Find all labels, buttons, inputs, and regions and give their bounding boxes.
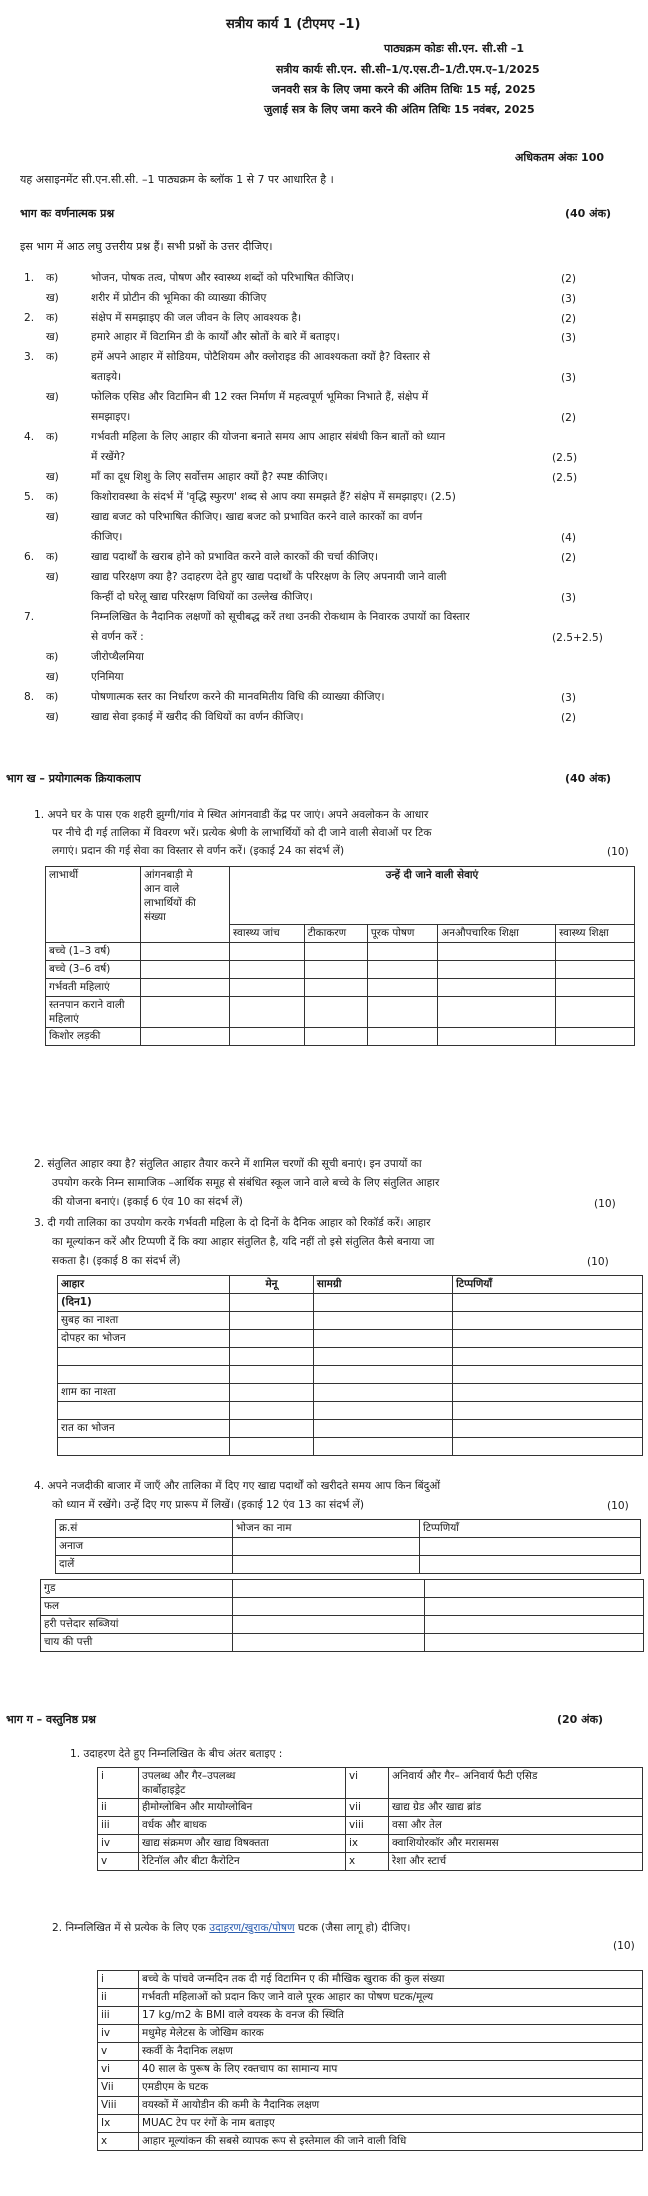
item-text: 17 kg/m2 के BMI वाले वयस्क के वनज की स्थिति <box>139 2007 643 2025</box>
empty-cell <box>313 1438 452 1456</box>
a-q-marks: (2.5+2.5) <box>552 632 603 644</box>
item-text: गर्भवती महिलाओं को प्रदान किए जाने वाले पूरक आहार का पोषण घटक/मूल्य <box>139 1989 643 2007</box>
empty-cell <box>453 1384 643 1402</box>
item-text: आहार मूल्यांकन की सबसे व्यापक रूप से इस्तेमाल की जाने वाली विधि <box>139 2133 643 2151</box>
b-q3-line-1: 3. दी गयी तालिका का उपयोग करके गर्भवती महिला के दो दिनों के दैनिक आहार को रिकॉर्ड करें। आहार <box>34 1217 431 1229</box>
roman-number: x <box>346 1853 389 1871</box>
a-q-number: 5. <box>24 491 35 503</box>
roman-number: viii <box>346 1817 389 1835</box>
a-q-text: से वर्णन करें : <box>91 631 144 643</box>
food-label: हरी पत्तेदार सब्जियां <box>41 1616 233 1634</box>
a-q-text: हमारे आहार में विटामिन डी के कार्यों और स्रोतों के बारे में बताइए। <box>91 331 340 343</box>
pair-left-text: रेटिनॉल और बीटा कैरोटिन <box>142 1855 240 1867</box>
diet-record-table <box>57 1275 643 1456</box>
roman-number: i <box>98 1971 139 1989</box>
empty-cell <box>556 961 635 979</box>
section-a-marks: (40 अंक) <box>565 207 612 220</box>
table-row <box>58 1294 643 1312</box>
pair-left <box>139 1799 346 1817</box>
empty-cell <box>453 1294 643 1312</box>
a-q-text: फोलिक एसिड और विटामिन बी 12 रक्त निर्माण में महत्वपूर्ण भूमिका निभाते हैं, संक्षेप में <box>91 391 429 403</box>
meal-label: (दिन1) <box>58 1294 230 1312</box>
empty-cell <box>230 1330 314 1348</box>
pair-right: खाद्य ग्रेड और खाद्य ब्रांड <box>389 1799 643 1817</box>
anganwadi-services-table <box>45 866 635 1046</box>
food-purchase-table-b <box>40 1579 644 1652</box>
empty-cell <box>141 943 230 961</box>
table-row <box>58 1420 643 1438</box>
a-q-marks: (2.5) <box>552 472 578 484</box>
january-deadline: जनवरी सत्र के लिए जमा करने की अंतिम तिथिः 15 मई, 2025 <box>272 83 536 96</box>
table-row <box>58 1330 643 1348</box>
table-row <box>98 1853 643 1871</box>
section-b-title: भाग ख – प्रयोगात्मक क्रियाकलाप <box>6 772 141 785</box>
table-row <box>46 943 635 961</box>
empty-cell <box>141 961 230 979</box>
a-q-sub-label: ख) <box>46 292 59 304</box>
empty-cell <box>367 979 437 997</box>
a-q-sub-label: ख) <box>46 671 59 683</box>
pair-left <box>139 1853 346 1871</box>
food-label: अनाज <box>56 1538 233 1556</box>
section-a-title: भाग कः वर्णनात्मक प्रश्न <box>20 207 115 220</box>
empty-cell <box>230 1438 314 1456</box>
table-row <box>41 1598 644 1616</box>
empty-cell <box>438 979 556 997</box>
pair-right: क्वाशियोरकॉर और मरासमस <box>389 1835 643 1853</box>
a-q-text: खाद्य परिरक्षण क्या है? उदाहरण देते हुए खाद्य पदार्थों के परिरक्षण के लिए अपनायी जाने वाली <box>91 571 447 583</box>
a-q-marks: (3) <box>561 692 577 704</box>
table-row <box>98 1989 643 2007</box>
roman-number: i <box>98 1768 139 1799</box>
roman-number: vi <box>98 2061 139 2079</box>
item-text: मधुमेह मेलेटस के जोखिम कारक <box>139 2025 643 2043</box>
pair-left-text: खाद्य संक्रमण और खाद्य विषक्तता <box>142 1837 269 1849</box>
diet-header: टिप्पणियाँ <box>453 1276 643 1294</box>
empty-cell <box>304 961 367 979</box>
a-q-sub-label: ख) <box>46 331 59 343</box>
a-q-text: बताइये। <box>91 371 122 383</box>
table-row <box>41 1634 644 1652</box>
food-label: गुड <box>41 1580 233 1598</box>
purchase-header: भोजन का नाम <box>233 1520 420 1538</box>
roman-number: iii <box>98 2007 139 2025</box>
empty-cell <box>313 1330 452 1348</box>
table-row <box>58 1402 643 1420</box>
a-q-sub-label: ख) <box>46 471 59 483</box>
table-row <box>46 1028 635 1046</box>
table-row <box>98 1971 643 1989</box>
empty-cell <box>230 961 305 979</box>
empty-cell <box>438 1028 556 1046</box>
page-title: सत्रीय कार्य 1 (टीएमए –1) <box>226 17 361 32</box>
a-q-number: 8. <box>24 691 35 703</box>
examples-table <box>97 1970 643 2151</box>
intro-text: यह असाइनमेंट सी.एन.सी.सी. –1 पाठ्यक्रम के ब्लॉक 1 से 7 पर आधारित है । <box>20 173 334 186</box>
roman-number: iii <box>98 1817 139 1835</box>
a-q-sub-label: क) <box>46 651 59 663</box>
a-q-marks: (2) <box>561 313 577 325</box>
table-row <box>98 1768 643 1799</box>
empty-cell <box>233 1580 425 1598</box>
a-q-text: एनिमिया <box>91 671 124 683</box>
empty-cell <box>230 943 305 961</box>
section-b-marks: (40 अंक) <box>565 772 612 785</box>
a-q-sub-label: क) <box>46 491 59 503</box>
pair-left <box>139 1817 346 1835</box>
table-row <box>41 1616 644 1634</box>
differences-table <box>97 1767 643 1871</box>
roman-number: vi <box>346 1768 389 1799</box>
food-label: चाय की पत्ती <box>41 1634 233 1652</box>
empty-cell <box>425 1616 644 1634</box>
a-q-sub-label: ख) <box>46 711 59 723</box>
roman-number: x <box>98 2133 139 2151</box>
empty-cell <box>304 979 367 997</box>
section-c-title: भाग ग – वस्तुनिष्ठ प्रश्न <box>6 1713 96 1726</box>
empty-cell <box>230 1402 314 1420</box>
empty-cell <box>425 1634 644 1652</box>
a-q-marks: (2) <box>561 273 577 285</box>
table-row <box>98 2079 643 2097</box>
roman-number: Vii <box>98 2079 139 2097</box>
table-row <box>58 1348 643 1366</box>
pair-right: वसा और तेल <box>389 1817 643 1835</box>
roman-number: vii <box>346 1799 389 1817</box>
pair-left <box>139 1835 346 1853</box>
table-row <box>58 1384 643 1402</box>
empty-cell <box>141 1028 230 1046</box>
a-q-marks: (2) <box>561 712 577 724</box>
b-q3-line-3: सकता है। (इकाई 8 का संदर्भ लें) <box>52 1255 181 1267</box>
empty-cell <box>556 1028 635 1046</box>
a-q-sub-label: क) <box>46 691 59 703</box>
empty-cell <box>313 1384 452 1402</box>
service-header: स्वास्थ्य शिक्षा <box>556 925 635 943</box>
empty-cell <box>367 1028 437 1046</box>
a-q-marks: (2) <box>561 412 577 424</box>
a-q-number: 2. <box>24 312 35 324</box>
b-q3-marks: (10) <box>587 1256 609 1268</box>
a-q-sub-label: क) <box>46 431 59 443</box>
empty-cell <box>438 997 556 1028</box>
empty-cell <box>313 1402 452 1420</box>
a-q-marks: (3) <box>561 372 577 384</box>
table-row <box>98 1817 643 1835</box>
a-q-marks: (3) <box>561 332 577 344</box>
b-q1-line-2: पर नीचे दी गई तालिका में विवरण भरें। प्रत्येक श्रेणी के लाभार्थियों को दी जाने वाली सेवाओं पर टिक <box>52 827 432 839</box>
empty-cell <box>233 1538 420 1556</box>
empty-cell <box>233 1616 425 1634</box>
empty-cell <box>367 961 437 979</box>
b-q2-marks: (10) <box>594 1198 616 1210</box>
b-q2-line-2: उपयोग करके निम्न सामाजिक –आर्थिक समूह से संबंधित स्कूल जाने वाले बच्चे के लिए संतुलित आहार <box>52 1177 440 1189</box>
a-q-text: पोषणात्मक स्तर का निर्धारण करने की मानवमितीय विधि की व्याख्या कीजिए। <box>91 691 385 703</box>
empty-cell <box>453 1438 643 1456</box>
item-text: स्कर्वी के नैदानिक लक्षण <box>139 2043 643 2061</box>
empty-cell <box>313 1312 452 1330</box>
roman-number: ix <box>346 1835 389 1853</box>
a-q-text: में रखेंगे? <box>91 451 126 463</box>
a-q-number: 3. <box>24 351 35 363</box>
c-q1: 1. उदाहरण देते हुए निम्नलिखित के बीच अंतर बताइए : <box>70 1748 283 1760</box>
b-q2-line-1: 2. संतुलित आहार क्या है? संतुलित आहार तैयार करने में शामिल चरणों की सूची बनाएं। इन उपायों का <box>34 1158 422 1170</box>
b-q4-line-1: 4. अपने नजदीकी बाजार में जाएँ और तालिका में दिए गए खाद्य पदार्थों को खरीदते समय आप किन बिंदुओं <box>34 1480 441 1492</box>
a-q-sub-label: क) <box>46 312 59 324</box>
empty-cell <box>453 1366 643 1384</box>
empty-cell <box>438 961 556 979</box>
empty-cell <box>313 1366 452 1384</box>
empty-cell <box>367 997 437 1028</box>
table-row <box>98 2043 643 2061</box>
food-label: फल <box>41 1598 233 1616</box>
empty-cell <box>58 1348 230 1366</box>
service-header: पूरक पोषण <box>367 925 437 943</box>
purchase-header: क्र.सं <box>56 1520 233 1538</box>
empty-cell <box>453 1348 643 1366</box>
item-text: 40 साल के पुरूष के लिए रक्तचाप का सामान्य माप <box>139 2061 643 2079</box>
empty-cell <box>58 1438 230 1456</box>
b-q4-line-2: को ध्यान में रखेंगे। उन्हें दिए गए प्रारूप में लिखें। (इकाई 12 एंव 13 का संदर्भ लें) <box>52 1499 364 1511</box>
pair-right: अनिवार्य और गैर– अनिवार्य फैटी एसिड <box>389 1768 643 1799</box>
table-row <box>56 1538 641 1556</box>
a-q-text: कीजिए। <box>91 531 123 543</box>
roman-number: Ix <box>98 2115 139 2133</box>
b-q3-line-2: का मूल्यांकन करें और टिप्पणी दें कि क्या आहार संतुलित है, यदि नहीं तो इसे संतुलित कैसे बनाया जा <box>52 1236 435 1248</box>
empty-cell <box>425 1598 644 1616</box>
diet-header: आहार <box>58 1276 230 1294</box>
a-q-text: गर्भवती महिला के लिए आहार की योजना बनाते समय आप आहार संबंधी किन बातों को ध्यान <box>91 431 446 443</box>
empty-cell <box>304 997 367 1028</box>
meal-label: दोपहर का भोजन <box>58 1330 230 1348</box>
pair-left-text: उपलब्ध और गैर–उपलब्ध <box>142 1770 236 1782</box>
empty-cell <box>425 1580 644 1598</box>
meal-label: रात का भोजन <box>58 1420 230 1438</box>
table-row <box>98 2007 643 2025</box>
empty-cell <box>304 1028 367 1046</box>
a-q-sub-label: ख) <box>46 391 59 403</box>
c-q2-link[interactable]: उदाहरण/खुराक/पोषण <box>209 1922 295 1934</box>
diet-header: मेनू <box>230 1276 314 1294</box>
beneficiary-label: किशोर लड़की <box>46 1028 141 1046</box>
a-q-number: 4. <box>24 431 35 443</box>
c-q2: 2. निम्नलिखित में से प्रत्येक के लिए एक उदाहरण/खुराक/पोषण घटक (जैसा लागू हो) दीजिए। <box>52 1922 411 1934</box>
roman-number: iv <box>98 1835 139 1853</box>
a-q-text: खाद्य सेवा इकाई में खरीद की विधियों का वर्णन कीजिए। <box>91 711 304 723</box>
roman-number: ii <box>98 1989 139 2007</box>
food-label: दालें <box>56 1556 233 1574</box>
item-text: एमडीएम के घटक <box>139 2079 643 2097</box>
empty-cell <box>230 1384 314 1402</box>
empty-cell <box>556 997 635 1028</box>
table-row <box>56 1556 641 1574</box>
empty-cell <box>230 1028 305 1046</box>
empty-cell <box>453 1330 643 1348</box>
a-q-marks: (4) <box>561 532 577 544</box>
empty-cell <box>141 997 230 1028</box>
diet-header: सामग्री <box>313 1276 452 1294</box>
empty-cell <box>230 979 305 997</box>
a-q-text: शरीर में प्रोटीन की भूमिका की व्याख्या कीजिए <box>91 292 267 304</box>
a-q-text: खाद्य बजट को परिभाषित कीजिए। खाद्य बजट को प्रभावित करने वाले कारकों का वर्णन <box>91 511 423 523</box>
b-q2-line-3: की योजना बनाएं। (इकाई 6 एंव 10 का संदर्भ लें) <box>52 1196 243 1208</box>
empty-cell <box>313 1420 452 1438</box>
empty-cell <box>313 1294 452 1312</box>
b-q1-marks: (10) <box>607 846 629 858</box>
table-row <box>98 2115 643 2133</box>
empty-cell <box>453 1420 643 1438</box>
pair-left-text: वर्धक और बाधक <box>142 1819 207 1831</box>
item-text: वयस्कों में आयोडीन की कमी के नैदानिक लक्षण <box>139 2097 643 2115</box>
a-q-text: माँ का दूध शिशु के लिए सर्वोत्तम आहार क्यों है? स्पष्ट कीजिए। <box>91 471 328 483</box>
empty-cell <box>420 1556 641 1574</box>
roman-number: iv <box>98 2025 139 2043</box>
empty-cell <box>453 1402 643 1420</box>
empty-cell <box>58 1366 230 1384</box>
purchase-header: टिप्पणियाँ <box>420 1520 641 1538</box>
table-row <box>98 2061 643 2079</box>
empty-cell <box>233 1598 425 1616</box>
header-count: आंगनबाड़ी मे आन वाले लाभार्थियों की संख्या <box>141 867 230 943</box>
a-q-sub-label: क) <box>46 351 59 363</box>
a-q-sub-label: क) <box>46 272 59 284</box>
meal-label: शाम का नाश्ता <box>58 1384 230 1402</box>
a-q-number: 6. <box>24 551 35 563</box>
a-q-text: जीरोप्थैलमिया <box>91 651 144 663</box>
empty-cell <box>233 1556 420 1574</box>
table-row <box>58 1366 643 1384</box>
table-row <box>98 1835 643 1853</box>
b-q1-line-3: लगाएं। प्रदान की गई सेवा का विस्तार से वर्णन करें। (इकाई 24 का संदर्भ लें) <box>52 845 345 857</box>
empty-cell <box>141 979 230 997</box>
empty-cell <box>420 1538 641 1556</box>
empty-cell <box>313 1348 452 1366</box>
a-q-marks: (3) <box>561 293 577 305</box>
a-q-sub-label: ख) <box>46 571 59 583</box>
table-row <box>98 2133 643 2151</box>
empty-cell <box>438 943 556 961</box>
pair-right: रेशा और स्टार्च <box>389 1853 643 1871</box>
empty-cell <box>230 1348 314 1366</box>
table-row <box>58 1312 643 1330</box>
b-q4-marks: (10) <box>607 1500 629 1512</box>
table-row <box>46 961 635 979</box>
empty-cell <box>233 1634 425 1652</box>
roman-number: v <box>98 1853 139 1871</box>
a-q-text: निम्नलिखित के नैदानिक लक्षणों को सूचीबद्ध करें तथा उनकी रोकथाम के निवारक उपायों का विस्तार <box>91 611 470 623</box>
a-q-text: खाद्य पदार्थों के खराब होने को प्रभावित करने वाले कारकों की चर्चा कीजिए। <box>91 551 379 563</box>
a-q-text: किशोरावस्था के संदर्भ में 'वृद्धि स्फुरण' शब्द से आप क्या समझते हैं? संक्षेप में समझाइए। (2.5) <box>91 491 456 503</box>
beneficiary-label: गर्भवती महिलाएं <box>46 979 141 997</box>
assignment-code: सत्रीय कार्यः सी.एन. सी.सी–1/ए.एस.टी–1/टी.एम.ए–1/2025 <box>276 63 540 76</box>
pair-left-text-cont: कार्बोहाइड्रेट <box>142 1784 186 1796</box>
b-q1-line-1: 1. अपने घर के पास एक शहरी झुग्गी/गांव मे स्थित आंगनवाडी केंद्र पर जाएं। अपने अवलोकन के आधार <box>34 809 429 821</box>
beneficiary-label: स्तनपान कराने वाली महिलाएं <box>46 997 141 1028</box>
table-row <box>41 1580 644 1598</box>
a-q-sub-label: ख) <box>46 511 59 523</box>
table-row <box>46 997 635 1028</box>
a-q-text: समझाइए। <box>91 411 131 423</box>
july-deadline: जुलाई सत्र के लिए जमा करने की अंतिम तिथिः 15 नवंबर, 2025 <box>264 103 535 116</box>
c-q2-marks: (10) <box>613 1940 635 1952</box>
roman-number: v <box>98 2043 139 2061</box>
a-q-marks: (3) <box>561 592 577 604</box>
item-text: बच्चे के पांचवे जन्मदिन तक दी गई विटामिन ए की मौखिक खुराक की कुल संख्या <box>139 1971 643 1989</box>
table-row <box>46 979 635 997</box>
empty-cell <box>230 1312 314 1330</box>
a-q-text: हमें अपने आहार में सोडियम, पोटैशियम और क्लोराइड की आवश्यकता क्यों है? विस्तार से <box>91 351 431 363</box>
empty-cell <box>304 943 367 961</box>
course-code: पाठ्यक्रम कोडः सी.एन. सी.सी –1 <box>384 42 524 55</box>
empty-cell <box>230 1420 314 1438</box>
empty-cell <box>556 979 635 997</box>
a-q-text: भोजन, पोषक तत्व, पोषण और स्वास्थ्य शब्दों को परिभाषित कीजिए। <box>91 272 354 284</box>
a-q-text: किन्हीं दो घरेलू खाद्य परिरक्षण विधियों का उल्लेख कीजिए। <box>91 591 313 603</box>
food-purchase-table-a <box>55 1519 641 1574</box>
empty-cell <box>230 997 305 1028</box>
beneficiary-label: बच्चे (3–6 वर्ष) <box>46 961 141 979</box>
meal-label: सुबह का नाश्ता <box>58 1312 230 1330</box>
service-header: टीकाकरण <box>304 925 367 943</box>
a-q-marks: (2.5) <box>552 452 578 464</box>
empty-cell <box>58 1402 230 1420</box>
pair-left <box>139 1768 346 1799</box>
header-services: उन्हें दी जाने वाली सेवाएं <box>230 867 635 925</box>
header-beneficiary: लाभार्थी <box>46 867 141 943</box>
empty-cell <box>230 1294 314 1312</box>
table-row <box>98 1799 643 1817</box>
a-q-number: 7. <box>24 611 35 623</box>
service-header: अनऔपचारिक शिक्षा <box>438 925 556 943</box>
table-row <box>98 2025 643 2043</box>
item-text: MUAC टेप पर रंगों के नाम बताइए <box>139 2115 643 2133</box>
a-q-sub-label: क) <box>46 551 59 563</box>
table-row <box>98 2097 643 2115</box>
empty-cell <box>367 943 437 961</box>
table-row <box>58 1438 643 1456</box>
a-q-marks: (2) <box>561 552 577 564</box>
roman-number: Viii <box>98 2097 139 2115</box>
pair-left-text: हीमोग्लोबिन और मायोग्लोबिन <box>142 1801 253 1813</box>
a-q-text: संक्षेप में समझाइए की जल जीवन के लिए आवश्यक है। <box>91 312 302 324</box>
empty-cell <box>230 1366 314 1384</box>
section-c-marks: (20 अंक) <box>557 1713 604 1726</box>
section-a-intro: इस भाग में आठ लघु उत्तरीय प्रश्न हैं। सभी प्रश्नों के उत्तर दीजिए। <box>20 240 273 253</box>
roman-number: ii <box>98 1799 139 1817</box>
max-marks: अधिकतम अंकः 100 <box>515 151 605 164</box>
a-q-number: 1. <box>24 272 35 284</box>
empty-cell <box>556 943 635 961</box>
service-header: स्वास्थ्य जांच <box>230 925 305 943</box>
empty-cell <box>453 1312 643 1330</box>
beneficiary-label: बच्चे (1–3 वर्ष) <box>46 943 141 961</box>
